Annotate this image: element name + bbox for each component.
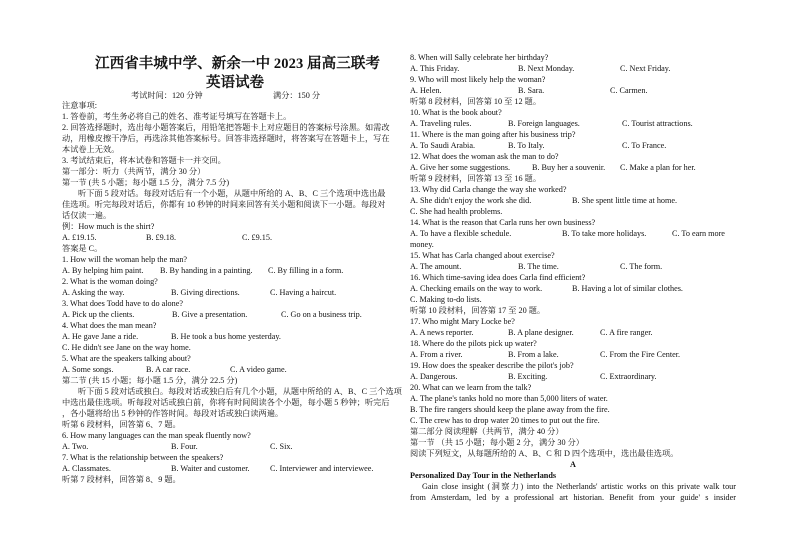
section1-instr-1: 听下面 5 段对话。每段对话后有一个小题，从题中所给的 A、B、C 三个选项中选出最 — [78, 189, 386, 198]
q11-option-c: C. To France. — [622, 141, 667, 150]
question-16: 16. Which time-saving idea does Carla find efficient? — [410, 273, 586, 282]
part2-instructions: 阅读下列短文，从每题所给的 A、B、C 和 D 四个选项中，选出最佳选项。 — [410, 449, 679, 458]
q17-option-a: A. A news reporter. — [410, 328, 474, 337]
q11-option-a: A. To Saudi Arabia. — [410, 141, 475, 150]
q2-option-a: A. Asking the way. — [62, 288, 125, 297]
question-17: 17. Who might Mary Locke be? — [410, 317, 515, 326]
q14-option-a: A. To have a flexible schedule. — [410, 229, 512, 238]
question-12: 12. What does the woman ask the man to do? — [410, 152, 559, 161]
q7-option-b: B. Waiter and customer. — [171, 464, 250, 473]
q18-option-c: C. From the Fire Center. — [600, 350, 681, 359]
q15-option-a: A. The amount. — [410, 262, 462, 271]
example-question: 例：How much is the shirt? — [62, 222, 155, 231]
note-1: 1. 答卷前，考生务必将自己的姓名、准考证号填写在答题卡上。 — [62, 112, 292, 121]
example-option-a: A. £19.15. — [62, 233, 97, 242]
q12-option-c: C. Make a plan for her. — [620, 163, 696, 172]
passage-line-1-text: Gain close insight (洞察力) into the Netherlands' artistic works on this private walk tour — [422, 482, 736, 491]
part2-heading: 第二部分 阅读理解（共两节，满分 40 分） — [410, 427, 564, 436]
q9-option-c: C. Carmen. — [610, 86, 648, 95]
q12-option-b: B. Buy her a souvenir. — [532, 163, 606, 172]
q19-option-a: A. Dangerous. — [410, 372, 458, 381]
q20-option-b: B. The fire rangers should keep the plane away from the fire. — [410, 405, 610, 414]
note-2b: 动，用橡皮擦干净后，再选涂其他答案标号。回答非选择题时，将答案写在答题卡上，写在 — [62, 134, 390, 143]
q4-option-b: B. He took a bus home yesterday. — [171, 332, 281, 341]
q15-option-b: B. The time. — [518, 262, 559, 271]
q10-option-b: B. Foreign languages. — [508, 119, 580, 128]
q17-option-b: B. A plane designer. — [508, 328, 574, 337]
material-7-note: 听第 7 段材料，回答第 8、9 题。 — [62, 475, 181, 484]
part2-section1-heading: 第一节 （共 15 小题；每小题 2 分，满分 30 分） — [410, 438, 584, 447]
exam-title-line2: 英语试卷 — [206, 75, 264, 91]
q20-option-a: A. The plane's tanks hold no more than 5,000 liters of water. — [410, 394, 608, 403]
q17-option-c: C. A fire ranger. — [600, 328, 653, 337]
question-14: 14. What is the reason that Carla runs her own business? — [410, 218, 596, 227]
question-2: 2. What is the woman doing? — [62, 277, 158, 286]
passage-line-1 — [410, 482, 736, 493]
question-15: 15. What has Carla changed about exercise? — [410, 251, 555, 260]
exam-score: 满分：150 分 — [273, 91, 321, 100]
notes-heading: 注意事项: — [62, 101, 98, 110]
q9-option-b: B. Sara. — [518, 86, 545, 95]
q8-option-b: B. Next Monday. — [518, 64, 575, 73]
q14-option-c-wrap: money. — [410, 240, 434, 249]
section1-instr-3: 话仅读一遍。 — [62, 211, 112, 220]
section2-instr-3: ，各小题将给出 5 秒钟的作答时间。每段对话或独白读两遍。 — [62, 409, 284, 418]
question-5: 5. What are the speakers talking about? — [62, 354, 191, 363]
q18-option-b: B. From a lake. — [508, 350, 559, 359]
q7-option-c: C. Interviewer and interviewee. — [270, 464, 374, 473]
q5-option-c: C. A video game. — [230, 365, 287, 374]
part1-heading: 第一部分：听力（共两节，满分 30 分） — [62, 167, 206, 176]
q9-option-a: A. Helen. — [410, 86, 442, 95]
q12-option-a: A. Give her some suggestions. — [410, 163, 511, 172]
q15-option-c: C. The form. — [620, 262, 663, 271]
q6-option-c: C. Six. — [270, 442, 293, 451]
section1-heading: 第一节 (共 5 小题；每小题 1.5 分，满分 7.5 分) — [62, 178, 230, 187]
q19-option-c: C. Extraordinary. — [600, 372, 657, 381]
q14-option-b: B. To take more holidays. — [562, 229, 647, 238]
passage-line-2: from Amsterdam, led by a professional art historian. Benefit from your guide' s insider — [410, 493, 736, 502]
q14-option-c: C. To earn more — [672, 229, 725, 238]
q1-option-b: B. By handing in a painting. — [160, 266, 253, 275]
material-9-note: 听第 9 段材料，回答第 13 至 16 题。 — [410, 174, 542, 183]
q3-option-b: B. Give a presentation. — [172, 310, 248, 319]
exam-time: 考试时间：120 分钟 — [131, 91, 203, 100]
note-3: 3. 考试结束后，将本试卷和答题卡一并交回。 — [62, 156, 226, 165]
q18-option-a: A. From a river. — [410, 350, 463, 359]
exam-title-line1: 江西省丰城中学、新余一中 2023 届高三联考 — [95, 56, 381, 72]
q2-option-c: C. Having a haircut. — [270, 288, 337, 297]
question-8: 8. When will Sally celebrate her birthday? — [410, 53, 549, 62]
q16-option-a: A. Checking emails on the way to work. — [410, 284, 543, 293]
q3-option-c: C. Go on a business trip. — [281, 310, 362, 319]
q13-option-b: B. She spent little time at home. — [572, 196, 678, 205]
example-answer: 答案是 C。 — [62, 244, 103, 253]
passage-title: Personalized Day Tour in the Netherlands — [410, 471, 557, 480]
question-1: 1. How will the woman help the man? — [62, 255, 188, 264]
q4-option-c: C. He didn't see Jane on the way home. — [62, 343, 191, 352]
q1-option-c: C. By filling in a form. — [268, 266, 344, 275]
question-3: 3. What does Todd have to do alone? — [62, 299, 183, 308]
q3-option-a: A. Pick up the clients. — [62, 310, 135, 319]
q11-option-b: B. To Italy. — [508, 141, 545, 150]
q1-option-a: A. By helping him paint. — [62, 266, 144, 275]
example-option-b: B. £9.18. — [146, 233, 177, 242]
section2-instr-2: 中选出最佳选项。听每段对话或独白前，你将有时间阅读各个小题，每小题 5 秒钟；听完后 — [62, 398, 390, 407]
q10-option-a: A. Traveling rules. — [410, 119, 472, 128]
question-4: 4. What does the man mean? — [62, 321, 157, 330]
question-10: 10. What is the book about? — [410, 108, 502, 117]
q10-option-c: C. Tourist attractions. — [622, 119, 693, 128]
note-2a: 2. 回答选择题时，选出每小题答案后，用铅笔把答题卡上对应题目的答案标号涂黑。如需改 — [62, 123, 390, 132]
q20-option-c: C. The crew has to drop water 20 times to put out the fire. — [410, 416, 600, 425]
q6-option-b: B. Four. — [171, 442, 198, 451]
example-option-c: C. £9.15. — [242, 233, 273, 242]
question-9: 9. Who will most likely help the woman? — [410, 75, 546, 84]
question-7: 7. What is the relationship between the speakers? — [62, 453, 224, 462]
q13-option-c: C. She had health problems. — [410, 207, 503, 216]
q19-option-b: B. Exciting. — [508, 372, 548, 381]
q8-option-c: C. Next Friday. — [620, 64, 671, 73]
material-10-note: 听第 10 段材料，回答第 17 至 20 题。 — [410, 306, 546, 315]
section2-heading: 第二节 (共 15 小题；每小题 1.5 分，满分 22.5 分) — [62, 376, 238, 385]
q5-option-b: B. A car race. — [146, 365, 191, 374]
question-13: 13. Why did Carla change the way she worked? — [410, 185, 567, 194]
passage-label: A — [570, 460, 576, 469]
section1-instr-2: 佳选项。听完每段对话后，你都有 10 秒钟的时间来回答有关小题和阅读下一小题。每段对 — [62, 200, 386, 209]
q16-option-c: C. Making to-do lists. — [410, 295, 482, 304]
question-18: 18. Where do the pilots pick up water? — [410, 339, 537, 348]
q8-option-a: A. This Friday. — [410, 64, 460, 73]
q7-option-a: A. Classmates. — [62, 464, 111, 473]
q5-option-a: A. Some songs. — [62, 365, 114, 374]
q6-option-a: A. Two. — [62, 442, 89, 451]
q2-option-b: B. Giving directions. — [171, 288, 240, 297]
question-19: 19. How does the speaker describe the pilot's job? — [410, 361, 574, 370]
material-8-note: 听第 8 段材料，回答第 10 至 12 题。 — [410, 97, 542, 106]
section2-instr-1: 听下面 5 段对话或独白。每段对话或独白后有几个小题，从题中所给的 A、B、C 三个选项 — [78, 387, 402, 396]
q4-option-a: A. He gave Jane a ride. — [62, 332, 139, 341]
question-20: 20. What can we learn from the talk? — [410, 383, 532, 392]
q13-option-a: A. She didn't enjoy the work she did. — [410, 196, 532, 205]
material-6-note: 听第 6 段材料，回答第 6、7 题。 — [62, 420, 181, 429]
q16-option-b: B. Having a lot of similar clothes. — [572, 284, 683, 293]
question-6: 6. How many languages can the man speak fluently now? — [62, 431, 251, 440]
question-11: 11. Where is the man going after his business trip? — [410, 130, 576, 139]
note-2c: 本试卷上无效。 — [62, 145, 120, 154]
